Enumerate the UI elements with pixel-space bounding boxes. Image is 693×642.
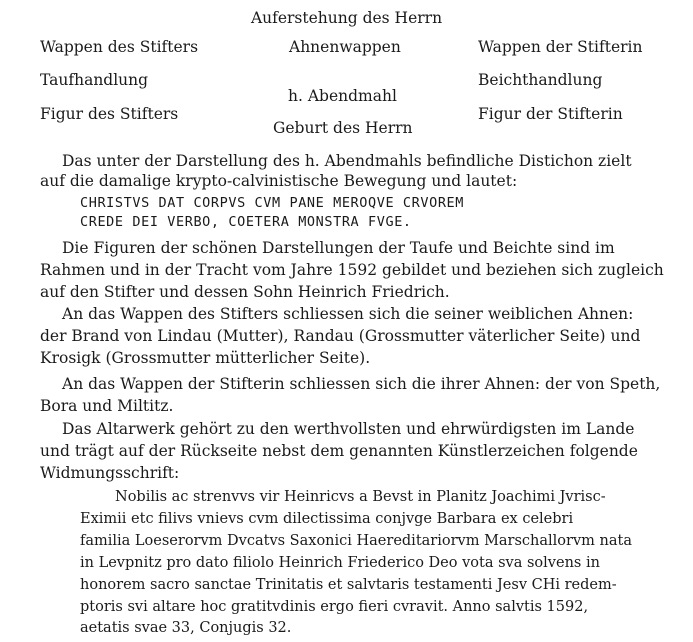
paragraph5-line1: Das Altarwerk gehört zu den werthvollsten und ehrwürdigsten im Lande [62, 420, 635, 438]
paragraph1-line1: Das unter der Darstellung des h. Abendmahls befindliche Distichon zielt [62, 152, 632, 170]
distich-line1: CHRISTVS DAT CORPVS CVM PANE MEROQVE CRVOREM [80, 195, 465, 211]
paragraph3-line2: der Brand von Lindau (Mutter), Randau (Grossmutter väterlicher Seite) und [40, 327, 641, 345]
diagram-center-mid: h. Abendmahl [288, 87, 397, 105]
paragraph2-line3: auf den Stifter und dessen Sohn Heinrich Friedrich. [40, 283, 450, 301]
paragraph4-line1: An das Wappen der Stifterin schliessen sich die ihrer Ahnen: der von Speth, [62, 375, 661, 393]
dedication-line3: familia Loeserorvm Dvcatvs Saxonici Haereditariorvm Marschallorvm nata [80, 533, 632, 549]
dedication-line1: Nobilis ac strenvvs vir Heinricvs a Bevst in Planitz Joachimi Jvrisc- [115, 489, 606, 505]
distich-line2: CREDE DEI VERBO, COETERA MONSTRA FVGE. [80, 214, 412, 230]
paragraph2-line1: Die Figuren der schönen Darstellungen der Taufe und Beichte sind im [62, 239, 615, 257]
diagram-row1-left: Wappen des Stifters [40, 38, 199, 56]
diagram-row1-right: Wappen der Stifterin [478, 38, 643, 56]
diagram-row3-left: Figur des Stifters [40, 105, 179, 123]
diagram-bottom-label: Geburt des Herrn [273, 119, 413, 137]
dedication-line4: in Levpnitz pro dato filiolo Heinrich Friederico Deo vota sva solvens in [80, 555, 600, 571]
paragraph3-line1: An das Wappen des Stifters schliessen sich die seiner weiblichen Ahnen: [62, 305, 634, 323]
diagram-row2-right: Beichthandlung [478, 71, 603, 89]
dedication-line2: Eximii etc filivs vnievs cvm dilectissima conjvge Barbara ex celebri [80, 511, 574, 527]
paragraph4-line2: Bora und Miltitz. [40, 397, 174, 415]
dedication-line7: aetatis svae 33, Conjugis 32. [80, 620, 292, 636]
dedication-line5: honorem sacro sanctae Trinitatis et salvtaris testamenti Jesv CHi redem- [80, 577, 617, 593]
diagram-row1-center: Ahnenwappen [289, 38, 401, 56]
diagram-row3-right: Figur der Stifterin [478, 105, 623, 123]
paragraph1-line2: auf die damalige krypto-calvinistische Bewegung und lautet: [40, 172, 518, 190]
paragraph5-line2: und trägt auf der Rückseite nebst dem genannten Künstlerzeichen folgende [40, 442, 638, 460]
paragraph3-line3: Krosigk (Grossmutter mütterlicher Seite). [40, 349, 371, 367]
dedication-line6: ptoris svi altare hoc gratitvdinis ergo fieri cvravit. Anno salvtis 1592, [80, 599, 589, 615]
paragraph5-line3: Widmungsschrift: [40, 464, 180, 482]
diagram-top-label: Auferstehung des Herrn [250, 9, 443, 27]
paragraph2-line2: Rahmen und in der Tracht vom Jahre 1592 gebildet und beziehen sich zugleich [40, 261, 664, 279]
diagram-row2-left: Taufhandlung [40, 71, 149, 89]
